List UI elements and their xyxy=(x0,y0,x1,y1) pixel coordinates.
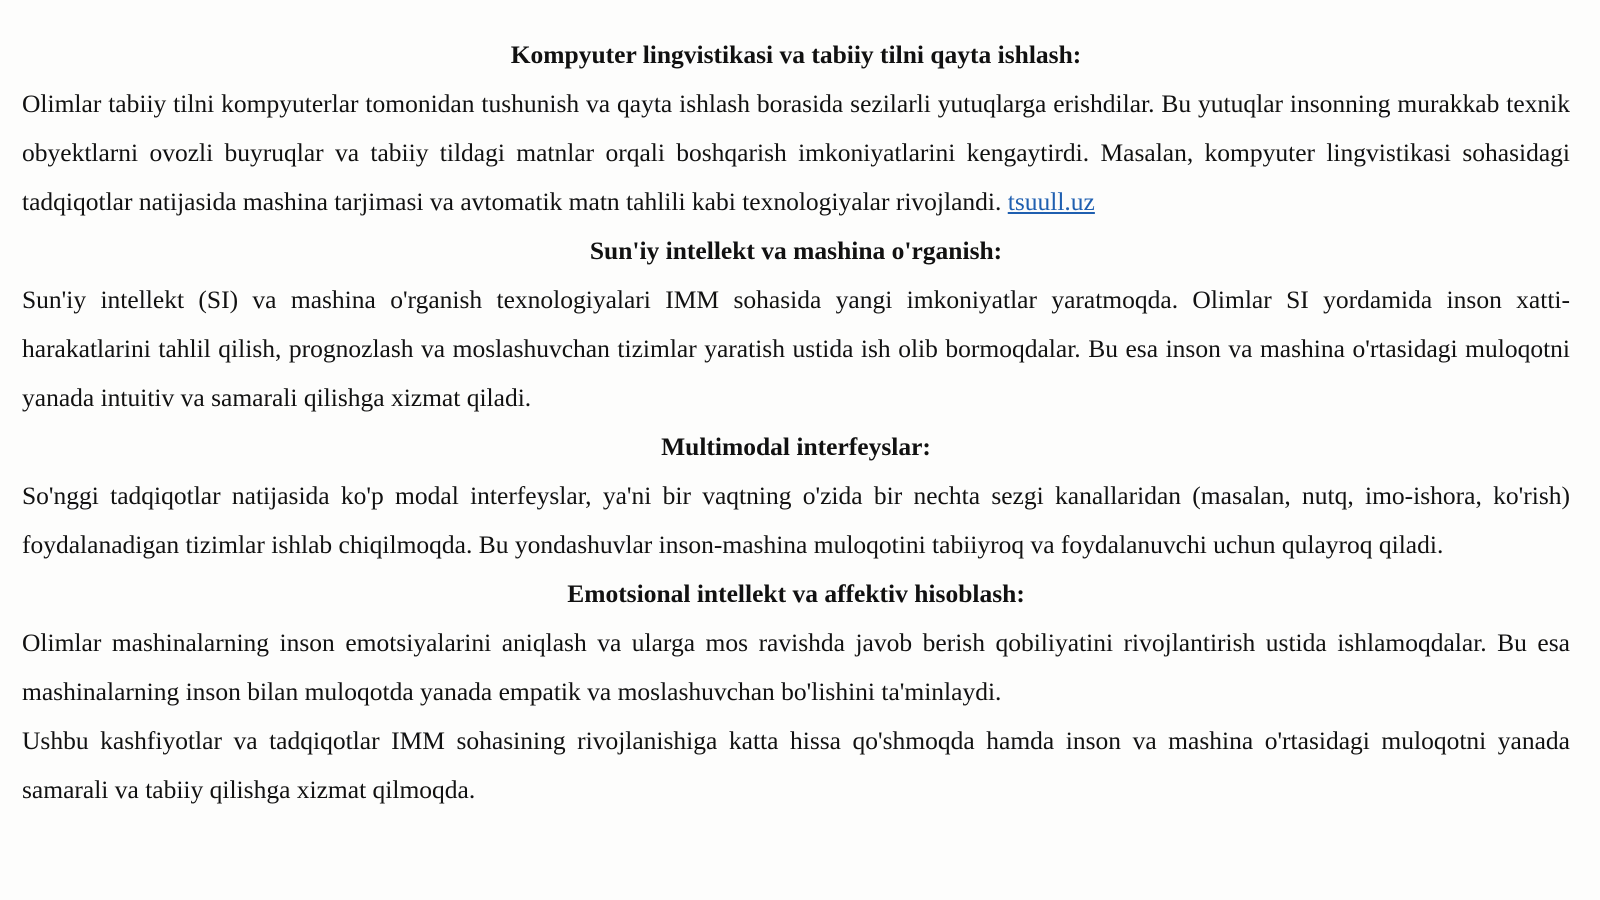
section-heading: Emotsional intellekt va affektiv hisoblash: xyxy=(567,579,1025,608)
section-heading: Multimodal interfeyslar: xyxy=(661,432,931,461)
section-paragraph: Sun'iy intellekt (SI) va mashina o'rganish texnologiyalari IMM sohasida yangi imkoniyatlar yaratmoqda. Olimlar SI yordamida inson xatti-harakatlarini tahlil qilish, prognozlash va moslashuvchan tizimlar yaratish ustida ish olib bormoqdalar. Bu esa inson va mashina o'rtasidagi muloqotni yanada intuitiv va samarali qilishga xizmat qiladi. xyxy=(22,285,1570,412)
section-paragraph: So'nggi tadqiqotlar natijasida ko'p modal interfeyslar, ya'ni bir vaqtning o'zida bir nechta sezgi kanallaridan (masalan, nutq, imo-ishora, ko'rish) foydalanadigan tizimlar ishlab chiqilmoqda. Bu yondashuvlar inson-mashina muloqotini tabiiyroq va foydalanuvchi uchun qulayroq qiladi. xyxy=(22,481,1570,559)
conclusion-paragraph: Ushbu kashfiyotlar va tadqiqotlar IMM sohasining rivojlanishiga katta hissa qo'shmoqda hamda inson va mashina o'rtasidagi muloqotni yanada samarali va tabiiy qilishga xizmat qilmoqda. xyxy=(22,726,1570,804)
source-link[interactable]: tsuull.uz xyxy=(1007,187,1095,216)
paragraph-text: Olimlar tabiiy tilni kompyuterlar tomonidan tushunish va qayta ishlash borasida sezilarli yutuqlarga erishdilar. Bu yutuqlar insonning murakkab texnik obyektlarni ovozli buyruqlar va tabiiy tildagi matnlar orqali boshqarish imkoniyatlarini kengaytirdi. Masalan, kompyuter lingvistikasi sohasidagi tadqiqotlar natijasida mashina tarjimasi va avtomatik matn tahlili kabi texnologiyalar rivojlandi. xyxy=(22,89,1570,216)
section-heading: Kompyuter lingvistikasi va tabiiy tilni qayta ishlash: xyxy=(510,40,1082,69)
section-paragraph xyxy=(22,79,1570,226)
document-body xyxy=(22,30,1570,814)
section-heading: Sun'iy intellekt va mashina o'rganish: xyxy=(589,236,1003,265)
section-paragraph: Olimlar mashinalarning inson emotsiyalarini aniqlash va ularga mos ravishda javob berish qobiliyatini rivojlantirish ustida ishlamoqdalar. Bu esa mashinalarning inson bilan muloqotda yanada empatik va moslashuvchan bo'lishini ta'minlaydi. xyxy=(22,628,1570,706)
